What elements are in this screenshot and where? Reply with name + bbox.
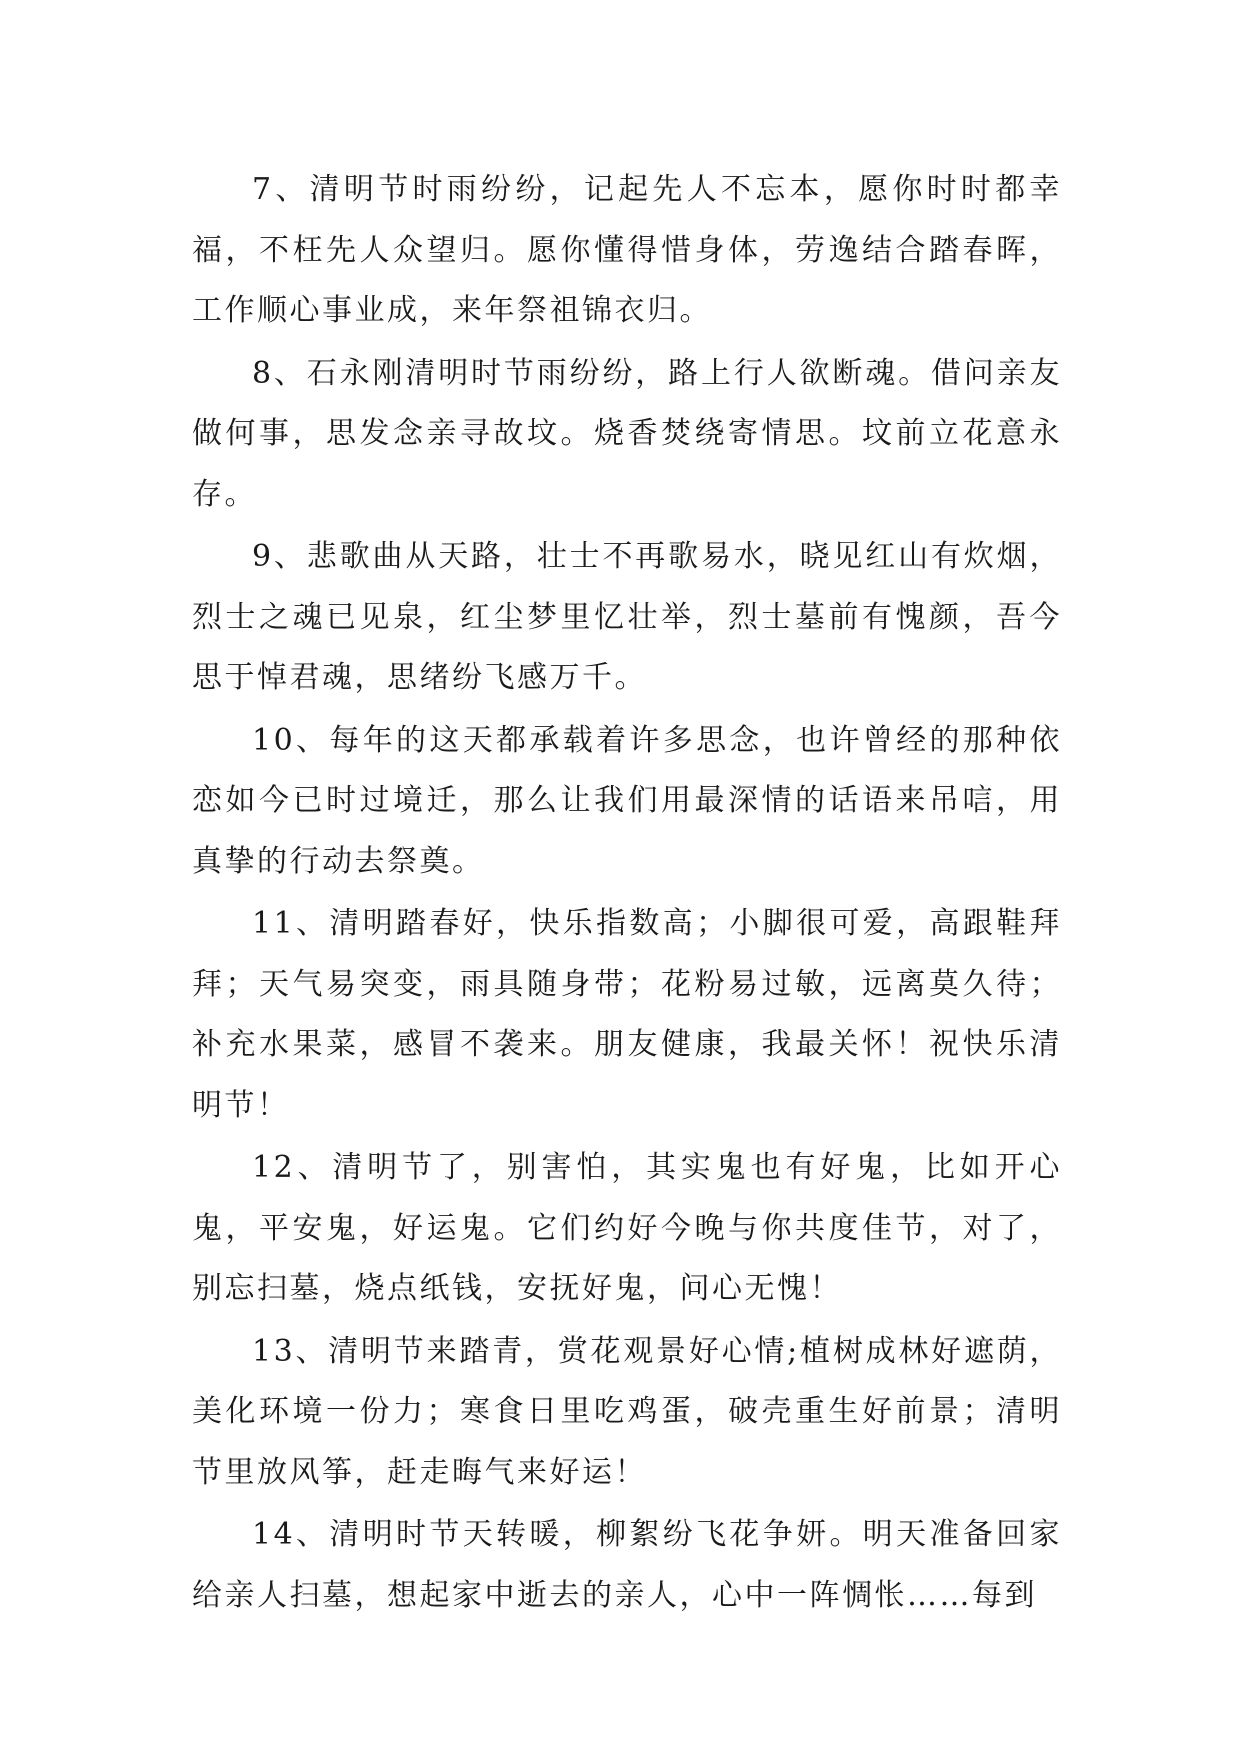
paragraph-7: 7、清明节时雨纷纷，记起先人不忘本，愿你时时都幸福，不枉先人众望归。愿你懂得惜身体，劳逸结合踏春晖，工作顺心事业成，来年祭祖锦衣归。 bbox=[192, 172, 1062, 328]
document-body bbox=[192, 160, 1062, 1628]
paragraph-13: 13、清明节来踏青，赏花观景好心情;植树成林好遮荫，美化环境一份力；寒食日里吃鸡蛋，破壳重生好前景；清明节里放风筝，赶走晦气来好运！ bbox=[192, 1333, 1062, 1490]
paragraph-9: 9、悲歌曲从天路，壮士不再歌易水，晓见红山有炊烟，烈士之魂已见泉，红尘梦里忆壮举，烈士墓前有愧颜，吾今思于悼君魂，思绪纷飞感万千。 bbox=[192, 539, 1062, 695]
paragraph-12: 12、清明节了，别害怕，其实鬼也有好鬼，比如开心鬼，平安鬼，好运鬼。它们约好今晚与你共度佳节，对了，别忘扫墓，烧点纸钱，安抚好鬼，问心无愧！ bbox=[192, 1150, 1062, 1306]
paragraph-14: 14、清明时节天转暖，柳絮纷飞花争妍。明天准备回家给亲人扫墓，想起家中逝去的亲人，心中一阵惆怅……每到 bbox=[192, 1517, 1062, 1613]
paragraph-10: 10、每年的这天都承载着许多思念，也许曾经的那种依恋如今已时过境迁，那么让我们用最深情的话语来吊唁，用真挚的行动去祭奠。 bbox=[192, 722, 1062, 879]
paragraph-11: 11、清明踏春好，快乐指数高；小脚很可爱，高跟鞋拜拜；天气易突变，雨具随身带；花粉易过敏，远离莫久待；补充水果菜，感冒不袭来。朋友健康，我最关怀！祝快乐清明节！ bbox=[192, 906, 1062, 1123]
paragraph-8: 8、石永刚清明时节雨纷纷，路上行人欲断魂。借问亲友做何事，思发念亲寻故坟。烧香焚绕寄情思。坟前立花意永存。 bbox=[192, 355, 1062, 512]
